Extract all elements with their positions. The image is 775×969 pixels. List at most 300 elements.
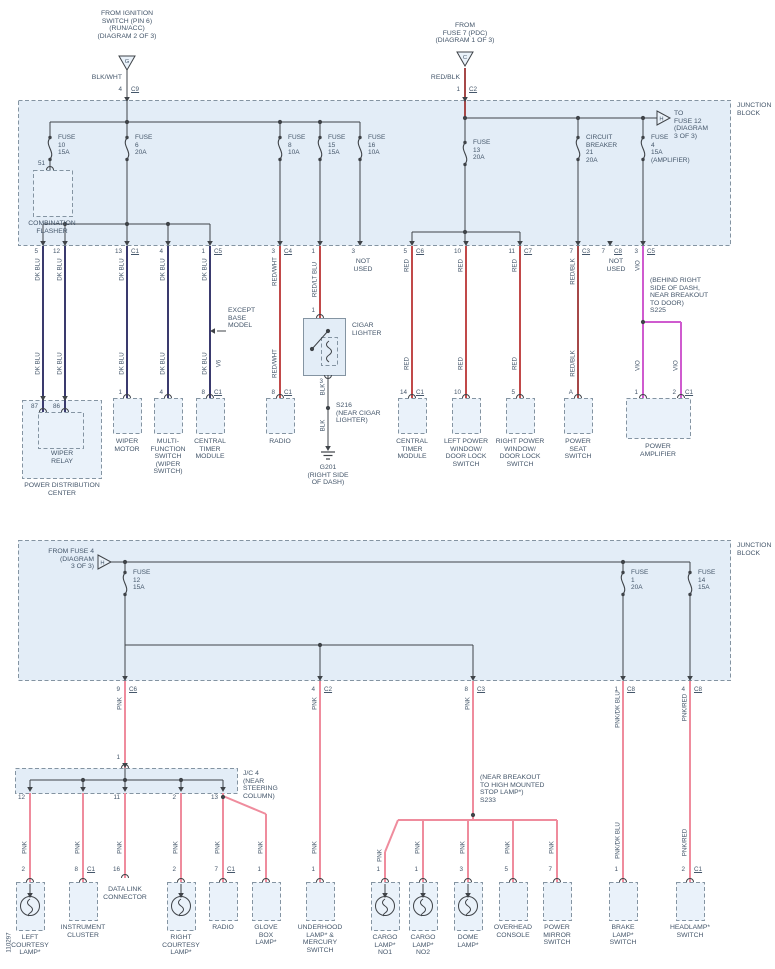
data-link-connector-label: CONNECTOR <box>103 893 147 901</box>
connector-name: C2 <box>324 686 333 693</box>
junction-block-2-label: JUNCTION <box>737 542 772 549</box>
wire-color-label: RED/BLK <box>569 258 577 285</box>
power-seat-switch-label: SWITCH <box>564 453 592 460</box>
pin-number: 2 <box>172 794 176 801</box>
combination-flasher-box <box>34 171 73 217</box>
fuse-label: FUSE <box>288 134 306 141</box>
right-power-window-label: WINDOW/ <box>504 445 536 453</box>
fuse-label: FUSE <box>631 569 649 576</box>
splice-s225-note: TO DOOR) <box>650 299 684 307</box>
fuse-label: 16 <box>368 141 376 149</box>
pin-number: 3 <box>351 248 355 255</box>
junction-dot <box>641 116 645 120</box>
instrument-cluster-label: CLUSTER <box>67 931 99 939</box>
junction-block-1-label: BLOCK <box>737 109 761 117</box>
pin-number: 11 <box>508 248 515 255</box>
data-link-connector-label: DATA LINK <box>108 886 142 893</box>
connector-name: C1 <box>131 248 140 255</box>
cargo-lamp-no2-label: NO2 <box>416 949 430 956</box>
not-used-1: USED <box>353 265 373 273</box>
connector-name: C1 <box>227 866 236 873</box>
fuse-label: FUSE <box>651 134 669 141</box>
jc4-label: J/C 4 <box>243 770 259 777</box>
wire-color-label: DK BLU <box>118 352 126 375</box>
fuse-label: FUSE <box>473 139 491 146</box>
connector-name: C7 <box>524 248 533 255</box>
pin-number: A <box>568 389 573 396</box>
fuse-label: 20A <box>135 149 147 156</box>
fuse-label: 6 <box>135 141 139 149</box>
central-timer-module-2-label: MODULE <box>397 453 427 460</box>
left-courtesy-lamp-label: LEFT <box>21 934 39 941</box>
splice-s233-note: S233 <box>480 796 496 804</box>
connector-name: C8 <box>627 686 636 693</box>
junction-block-1-label: JUNCTION <box>737 102 772 109</box>
ground-g201: G201 <box>319 464 337 471</box>
combination-flasher-label: COMBINATION <box>28 220 76 227</box>
connector-name: C1 <box>685 389 694 396</box>
wire-color-label: RED <box>457 356 465 371</box>
source-ignition-switch: SWITCH (PIN 6) <box>101 17 153 25</box>
fuse-label: 15A <box>698 584 710 591</box>
wire-color-label: DK BLU <box>159 258 167 281</box>
wire-color-label: V6 <box>215 359 223 368</box>
wire-blk-wht: BLK/WHT <box>91 74 122 81</box>
multi-function-switch-label: MULTI- <box>156 438 180 445</box>
pin-number: 12 <box>52 248 60 255</box>
connector-letter: H <box>100 560 105 567</box>
fuse-label: FUSE <box>698 569 716 576</box>
jc4-label: STEERING <box>243 785 278 792</box>
junction-dot <box>166 222 170 226</box>
wire-color-label: PNK/DK BLU <box>614 822 622 859</box>
junction-dot <box>318 643 322 647</box>
pin-number: 4 <box>311 686 315 693</box>
fuse-label: 20A <box>473 154 485 161</box>
wire-color-label: PNK <box>116 697 124 710</box>
wiper-motor-label: WIPER <box>115 438 139 445</box>
source-fuse-4: FROM FUSE 4 <box>48 548 94 555</box>
wire-color-label: RED/WHT <box>271 257 279 286</box>
fuse-label: (AMPLIFIER) <box>651 156 690 164</box>
junction-dot <box>221 795 225 799</box>
fuse-label: 10A <box>288 149 300 156</box>
connector-name: C8 <box>614 248 623 255</box>
pin-number: 2 <box>172 866 176 873</box>
connector-name: C1 <box>87 866 96 873</box>
junction-dot <box>123 778 127 782</box>
pin-number: 12 <box>17 794 25 801</box>
headlamp-switch-label: SWITCH <box>676 931 704 939</box>
junction-block-2-label: BLOCK <box>737 549 761 557</box>
pin-number: 1 <box>201 248 205 255</box>
not-used-1: NOT <box>355 258 371 265</box>
wiper-motor-label: MOTOR <box>114 445 140 453</box>
pin-number: 2 <box>21 866 25 873</box>
to-fuse-12: 3 OF 3) <box>674 132 698 140</box>
junction-dot <box>125 222 129 226</box>
except-base-model: MODEL <box>228 322 253 329</box>
central-timer-module-2-label: TIMER <box>401 445 423 453</box>
right-power-window-label: DOOR LOCK <box>499 453 541 460</box>
except-base-model: EXCEPT <box>228 307 256 314</box>
wire-color-label: DK BLU <box>201 258 209 281</box>
cargo-lamp-no1-label: NO1 <box>378 949 392 956</box>
fuse-label: 20A <box>631 584 643 591</box>
splice-s233-note: TO HIGH MOUNTED <box>480 781 545 789</box>
wire-color-label: PNK <box>311 841 319 854</box>
connector-name: C1 <box>694 866 703 873</box>
connector-name: C6 <box>129 686 138 693</box>
pin-number: 2 <box>681 866 685 873</box>
junction-dot <box>463 116 467 120</box>
connector-name: C5 <box>214 248 223 255</box>
wire-color-label: RED/BLK <box>569 350 577 377</box>
power-seat-switch-label: POWER <box>565 438 591 445</box>
pin-number: 1 <box>414 866 418 873</box>
junction-dot <box>326 329 330 333</box>
multi-function-switch-label: (WIPER <box>155 460 181 468</box>
splice-s216-note: (NEAR CIGAR <box>336 409 381 417</box>
fuse-label: FUSE <box>328 134 346 141</box>
connector-name: C9 <box>131 86 140 93</box>
glove-box-lamp-label: GLOVE <box>254 924 278 931</box>
splice-s233-note: STOP LAMP*) <box>480 789 524 796</box>
cigar-lighter-label: LIGHTER <box>352 329 382 337</box>
connector-name: C5 <box>647 248 656 255</box>
power-mirror-switch-label: POWER <box>544 924 570 931</box>
right-courtesy-lamp-label: RIGHT <box>170 934 192 941</box>
wire-color-label: VIO <box>672 360 680 371</box>
left-power-window-label: SWITCH <box>452 460 480 468</box>
junction-dot <box>576 116 580 120</box>
fuse-label: 12 <box>133 576 141 584</box>
pin-number: 1 <box>116 754 120 761</box>
source-fuse-4: 3 OF 3) <box>70 563 94 570</box>
junction-dot <box>179 778 183 782</box>
junction-dot <box>310 347 314 351</box>
brake-lamp-switch-label: SWITCH <box>609 939 637 946</box>
wire-color-label: PNK/DK BLU <box>614 691 622 728</box>
wire-color-label: PNK <box>376 849 384 862</box>
source-ignition-switch: (RUN/ACC) <box>109 25 145 32</box>
fuse-label: FUSE <box>368 134 386 141</box>
pin-number: 2 <box>672 389 676 396</box>
junction-dot <box>278 120 282 124</box>
junction-dot <box>123 560 127 564</box>
left-courtesy-lamp-label: COURTESY <box>11 941 49 949</box>
wire-color-label: DK BLU <box>159 352 167 375</box>
wire-color-label: VIO <box>634 260 642 271</box>
junction-dot <box>621 560 625 564</box>
pin-number: 3 <box>634 248 638 255</box>
pin-number: 7 <box>569 248 573 255</box>
wire-color-label: RED <box>403 258 411 273</box>
fuse-label: 15A <box>133 584 145 591</box>
junction-dot <box>125 120 129 124</box>
drawing-number: 110297 <box>5 932 13 953</box>
cargo-lamp-no2-label: LAMP* <box>412 941 434 949</box>
overhead-console-label: OVERHEAD <box>493 924 533 931</box>
power-distribution-center-label: CENTER <box>48 489 76 497</box>
power-mirror-switch-label: MIRROR <box>543 931 571 939</box>
power-seat-switch-label: SEAT <box>569 445 587 453</box>
fuse-label: FUSE <box>58 134 76 141</box>
fuse-label: FUSE <box>135 134 153 141</box>
pin-number: 4 <box>118 86 122 93</box>
connector-name: C1 <box>284 389 293 396</box>
wire-color-label: DK BLU <box>56 352 64 375</box>
wire-red-blk: RED/BLK <box>430 74 460 81</box>
splice-s225-note: NEAR BREAKOUT <box>650 292 709 299</box>
wire-color-label: RED/LT BLU <box>311 261 319 298</box>
fuse-label: 8 <box>288 141 292 149</box>
central-timer-module-1-label: MODULE <box>195 453 225 460</box>
left-power-window-label: LEFT POWER <box>443 438 489 445</box>
jc4-label: COLUMN) <box>243 792 275 800</box>
pin-number: 1 <box>311 248 315 255</box>
cargo-lamp-no1-label: LAMP* <box>374 941 396 949</box>
pin-number: 5 <box>504 866 508 873</box>
wire-color-label: PNK <box>257 841 265 854</box>
power-mirror-switch-label: SWITCH <box>543 939 571 946</box>
connector-name: C3 <box>477 686 486 693</box>
wire-color-label: PNK <box>116 841 124 854</box>
central-timer-module-1-label: CENTRAL <box>194 438 226 445</box>
underhood-lamp-label: UNDERHOOD <box>297 924 343 931</box>
pin-number: 16 <box>112 866 120 873</box>
right-power-window-label: RIGHT POWER <box>495 438 545 445</box>
wire-color-label: DK BLU <box>201 352 209 375</box>
wire-color-label: BLK <box>319 419 327 432</box>
underhood-lamp-label: MERCURY <box>302 939 338 946</box>
pin-number: 1 <box>311 307 315 314</box>
pin-number: 5 <box>511 389 515 396</box>
splice-s233-note: (NEAR BREAKOUT <box>480 774 541 781</box>
wire-color-label: PNK/RED <box>681 828 689 857</box>
multi-function-switch-label: SWITCH <box>154 453 182 460</box>
to-fuse-12: TO <box>674 110 684 117</box>
wire-color-label: BLK <box>319 383 327 396</box>
to-fuse-12: (DIAGRAM <box>674 125 708 132</box>
dome-lamp-label: DOME <box>457 934 479 941</box>
pin-number: 5 <box>403 248 407 255</box>
fuse-label: 15 <box>328 141 336 149</box>
fuse-label: BREAKER <box>586 141 618 149</box>
pin-number: 3 <box>459 866 463 873</box>
wire-color-label: PNK <box>504 841 512 854</box>
connector-name: C1 <box>214 389 223 396</box>
ground-g201: OF DASH) <box>311 479 345 486</box>
cargo-lamp-no2-label: CARGO <box>410 934 436 941</box>
wire-color-label: PNK <box>214 841 222 854</box>
wire-color-label: PNK <box>311 697 319 710</box>
pin-number: 4 <box>159 389 163 396</box>
junction-dot <box>471 813 475 817</box>
fuse-label: 21 <box>586 149 594 156</box>
central-timer-module-2-label: CENTRAL <box>396 438 428 445</box>
pin-number: 7 <box>601 248 605 255</box>
wire-color-label: RED <box>511 258 519 273</box>
fuse-label: 10 <box>58 141 66 149</box>
pin-number: 87 <box>30 403 38 410</box>
left-courtesy-lamp-label: LAMP* <box>19 949 41 956</box>
multi-function-switch-label: SWITCH) <box>153 468 183 475</box>
wire-color-label: PNK/RED <box>681 693 689 722</box>
pin-number: 7 <box>214 866 218 873</box>
wire-color-label: PNK <box>459 841 467 854</box>
wiper-relay-label: WIPER <box>50 450 74 457</box>
pin-number: 51 <box>37 160 45 167</box>
junction-dot <box>641 320 645 324</box>
radio-2-label: RADIO <box>212 924 234 931</box>
multi-function-switch-label: FUNCTION <box>150 445 186 453</box>
wire-color-label: PNK <box>548 841 556 854</box>
cigar-lighter-label: CIGAR <box>352 322 374 329</box>
to-fuse-12: FUSE 12 <box>674 117 702 125</box>
fuse-label: CIRCUIT <box>586 134 613 141</box>
wire-color-label: PNK <box>172 841 180 854</box>
junction-dot <box>326 406 330 410</box>
fuse-label: 1 <box>631 576 635 584</box>
connector-name: C4 <box>284 248 293 255</box>
glove-box-lamp-label: LAMP* <box>255 939 277 946</box>
radio-1-label: RADIO <box>269 438 291 445</box>
wire-color-label: VIO <box>634 360 642 371</box>
wire-color-label: RED/WHT <box>271 349 279 378</box>
wire-color-label: PNK <box>21 841 29 854</box>
power-amplifier-label: AMPLIFIER <box>640 450 676 458</box>
fuse-label: 13 <box>473 146 481 154</box>
pin-number: 13 <box>114 248 122 255</box>
connector-name: C3 <box>582 248 591 255</box>
left-power-window-label: DOOR LOCK <box>445 453 487 460</box>
underhood-lamp-label: LAMP* & <box>306 931 334 939</box>
brake-lamp-switch-label: LAMP* <box>612 931 634 939</box>
junction-dot <box>81 778 85 782</box>
left-power-window-label: WINDOW/ <box>450 445 482 453</box>
connector-name: C2 <box>469 86 478 93</box>
splice-s225-note: S225 <box>650 307 666 314</box>
pin-number: 11 <box>113 794 120 801</box>
right-power-window-label: SWITCH <box>506 460 534 468</box>
connector-name: C8 <box>694 686 703 693</box>
pin-number: 1 <box>634 389 638 396</box>
wire-color-label: DK BLU <box>118 258 126 281</box>
brake-lamp-switch-label: BRAKE <box>611 924 635 931</box>
pin-number: 8 <box>271 389 275 396</box>
wire-color-label: RED <box>403 356 411 371</box>
pin-number: 9 <box>116 686 120 693</box>
connector-name: C6 <box>416 248 425 255</box>
source-ignition-switch: (DIAGRAM 2 OF 3) <box>97 32 157 40</box>
fuse-label: 15A <box>651 149 663 156</box>
pin-number: 86 <box>52 403 60 410</box>
wiper-relay-label: RELAY <box>51 457 73 465</box>
pin-number: 1 <box>118 389 122 396</box>
fuse-label: 15A <box>328 149 340 156</box>
pin-number: 1 <box>257 866 261 873</box>
pin-number: 13 <box>210 794 218 801</box>
pin-number: 4 <box>159 248 163 255</box>
pin-number: 1 <box>614 866 618 873</box>
underhood-lamp-label: SWITCH <box>306 946 334 954</box>
pin-number: 5 <box>34 248 38 255</box>
right-courtesy-lamp-label: COURTESY <box>162 941 200 949</box>
pin-number: 7 <box>548 866 552 873</box>
wire-color-label: PNK <box>414 841 422 854</box>
cargo-lamp-no1-label: CARGO <box>372 934 398 941</box>
glove-box-lamp-label: BOX <box>258 931 274 939</box>
pin-number: 1 <box>376 866 380 873</box>
not-used-2: USED <box>606 265 626 273</box>
pin-number: 1 <box>311 866 315 873</box>
central-timer-module-1-label: TIMER <box>199 445 221 453</box>
wire-color-label: RED <box>457 258 465 273</box>
pin-number: 8 <box>74 866 78 873</box>
wire-color-label: PNK <box>464 697 472 710</box>
not-used-2: NOT <box>608 258 624 265</box>
wire-color-label: DK BLU <box>34 258 42 281</box>
except-base-model: BASE <box>228 314 247 322</box>
splice-s216-note: S216 <box>336 402 352 409</box>
fuse-label: 15A <box>58 149 70 156</box>
pin-number: 1 <box>456 86 460 93</box>
fuse-label: 4 <box>651 141 655 149</box>
wire-color-label: DK BLU <box>34 352 42 375</box>
pin-number: 10 <box>453 389 461 396</box>
connector-letter: C <box>462 55 468 61</box>
wire-color-label: PNK <box>74 841 82 854</box>
fuse-label: 14 <box>698 576 706 584</box>
dome-lamp-label: LAMP* <box>457 941 479 949</box>
connector-letter: G <box>124 59 130 65</box>
source-fuse-7: FUSE 7 (PDC) <box>442 29 488 37</box>
connector-name: C1 <box>416 389 425 396</box>
pin-number: 4 <box>681 686 685 693</box>
source-fuse-7: (DIAGRAM 1 OF 3) <box>435 37 495 44</box>
splice-s225-note: (BEHIND RIGHT <box>650 277 701 284</box>
connector-letter: H <box>659 116 664 123</box>
wire <box>385 820 398 852</box>
source-ignition-switch: FROM IGNITION <box>100 10 154 17</box>
overhead-console-label: CONSOLE <box>496 931 530 939</box>
pin-number: 8 <box>201 389 205 396</box>
right-courtesy-lamp-label: LAMP* <box>170 949 192 956</box>
combination-flasher-label: FLASHER <box>36 227 68 235</box>
splice-s225-note: SIDE OF DASH, <box>650 284 700 292</box>
fuse-label: 10A <box>368 149 380 156</box>
fuse-label: FUSE <box>133 569 151 576</box>
instrument-cluster-label: INSTRUMENT <box>60 924 106 931</box>
source-fuse-4: (DIAGRAM <box>60 555 94 563</box>
pin-number: 10 <box>453 248 461 255</box>
power-amplifier-label: POWER <box>645 443 671 450</box>
pin-number: 3 <box>319 378 323 385</box>
wire-color-label: DK BLU <box>56 258 64 281</box>
pin-number: 1 <box>614 686 618 693</box>
splice-s216-note: LIGHTER) <box>336 417 368 424</box>
pin-number: 14 <box>399 389 407 396</box>
pin-number: 3 <box>271 248 275 255</box>
headlamp-switch-label: HEADLAMP* <box>669 924 711 931</box>
ground-g201: (RIGHT SIDE <box>307 471 349 479</box>
pin-number: 8 <box>464 686 468 693</box>
junction-dot <box>318 120 322 124</box>
power-distribution-center-label: POWER DISTRIBUTION <box>24 482 100 489</box>
source-fuse-7: FROM <box>454 22 475 29</box>
jc4-label: (NEAR <box>243 777 265 785</box>
